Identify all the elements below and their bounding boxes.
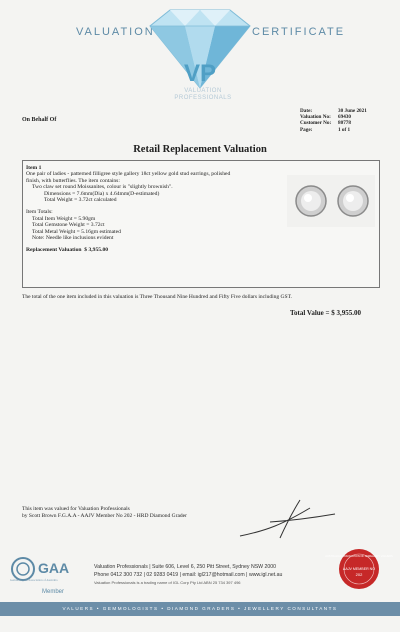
header-left-word: VALUATION bbox=[76, 26, 155, 38]
total-item-weight: Total Item Weight = 5.90gm bbox=[32, 215, 96, 222]
meta-block bbox=[300, 108, 367, 133]
gaa-member-label: Member bbox=[42, 589, 65, 595]
logo-subtitle: VALUATION PROFESSIONALS bbox=[174, 88, 232, 101]
item-desc-line: finish, with butterflies. The item contains: bbox=[26, 177, 120, 184]
totals-heading: Item Totals: bbox=[26, 209, 53, 216]
meta-row: Date: 30 June 2021 bbox=[300, 108, 367, 114]
gaa-logo-text: GAA bbox=[38, 560, 70, 576]
replacement-valuation: Replacement Valuation $ 3,955.00 bbox=[26, 247, 109, 254]
total-gem-weight: Total Gemstone Weight = 3.72ct bbox=[32, 222, 105, 229]
item-heading: Item 1 bbox=[26, 165, 42, 171]
item-stones: Two claw set round Moissanites, colour is "slightly brownish". bbox=[32, 184, 173, 191]
signature-image bbox=[230, 496, 340, 542]
meta-row: Customer No: 80778 bbox=[300, 120, 351, 127]
earrings-photo bbox=[287, 175, 375, 227]
item-dimensions: Dimensions = 7.6mm(Dia) x 4.64mm(D-estimated) bbox=[44, 190, 160, 197]
contact-block: Valuation Professionals | Suite 606, Level 6, 250 Pitt Street, Sydney NSW 2000 Phone 0412 300 732 | 02 9283 0419 | email: igl217@hotmail.com | www.igl.net.au Valuation Professionals is a trading name of IGL Corp Pty Ltd ABN 25 734 397 496 bbox=[94, 564, 283, 585]
aajv-seal-icon bbox=[325, 548, 393, 590]
item-note: Note: Needle like inclusions evident bbox=[32, 235, 114, 242]
seal-line2: 202 bbox=[355, 572, 363, 577]
header-right-word: CERTIFICATE bbox=[252, 26, 346, 38]
meta-row: Page: 1 of 1 bbox=[300, 126, 351, 133]
item-desc-line: One pair of ladies - patterned filligree style gallery 18ct yellow gold stud earrings, polished bbox=[26, 171, 231, 178]
seal-top-text: AUSTRALIAN ASSOCIATION OF JEWELLERY VALUERS bbox=[325, 555, 393, 558]
valued-by: This item was valued for Valuation Professionals by Scott Brown F.G.A.A - AAJV Member No 202 - HRD Diamond Grader bbox=[22, 506, 187, 519]
total-text: The total of the one item included in this valuation is Three Thousand Nine Hundred and Fifty Five dollars including GST. bbox=[22, 294, 292, 300]
document-title: Retail Replacement Valuation bbox=[133, 144, 267, 155]
item-total-weight: Total Weight = 3.72ct calculated bbox=[44, 197, 117, 204]
gaa-subtitle: Gemmological Association of Australia bbox=[10, 578, 58, 582]
total-value: Total Value = $ 3,955.00 bbox=[290, 309, 362, 317]
logo-vp-text: VP bbox=[183, 60, 216, 87]
footer-bar: VALUERS • GEMMOLOGISTS • DIAMOND GRADERS • JEWELLERY CONSULTANTS bbox=[0, 602, 400, 616]
meta-row: Valuation No: 69430 bbox=[300, 114, 351, 121]
item-box bbox=[22, 160, 380, 288]
item-text bbox=[26, 165, 276, 254]
on-behalf-of-label: On Behalf Of bbox=[22, 117, 57, 123]
seal-line1: AAJV MEMBER NO bbox=[342, 567, 376, 571]
total-metal-weight: Total Metal Weight = 5.16gm estimated bbox=[32, 228, 121, 235]
